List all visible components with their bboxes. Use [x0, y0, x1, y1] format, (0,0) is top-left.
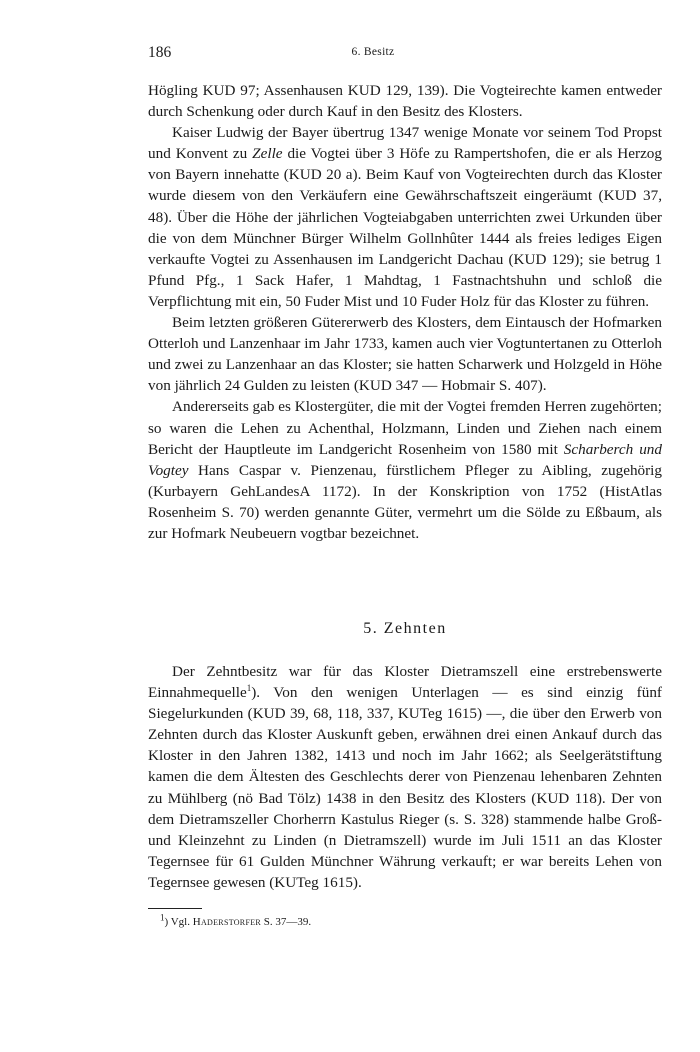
paragraph-text: Der Zehntbesitz war für das Kloster Dietramszell eine erstrebenswerte Einnahmequelle — [148, 663, 662, 702]
footnote-text: S. 37—39. — [261, 916, 312, 928]
footnote-text: ) Vgl. — [164, 916, 193, 928]
body-text — [148, 80, 662, 544]
footnote-marker: 1 — [160, 912, 165, 923]
paragraph-text: Kaiser Ludwig der Bayer übertrug 1347 wenige Monate vor seinem Tod Propst und Konvent zu — [148, 124, 662, 163]
running-head: 6. Besitz — [351, 46, 395, 58]
paragraph-1: Högling KUD 97; Assenhausen KUD 129, 139). Die Vogteirechte kamen entweder durch Schenkung oder durch Kauf in den Besitz des Klosters. — [148, 82, 662, 121]
page-number: 186 — [148, 44, 172, 61]
emphasis-text: Zelle — [252, 145, 283, 163]
section-paragraph — [148, 661, 662, 893]
paragraph-3: Beim letzten größeren Gütererwerb des Klosters, dem Eintausch der Hofmarken Otterloh und Lanzenhaar im Jahr 1733, kamen auch vier Vogtuntertanen zu Otterloh und zwei zu Lanzenhaar an das Kloster; sie hatten Scharwerk und Holzgeld in Höhe von jährlich 24 Gulden zu leisten (KUD 347 — Hobmair S. 407). — [148, 314, 662, 395]
page-header — [148, 44, 598, 64]
paragraph-text: Andererseits gab es Klostergüter, die mit der Vogtei fremden Herren zugehörten; so waren die Lehen zu Achenthal, Holzmann, Linden und Ziehen nach einem Bericht der Hauptleute im Landgericht Rosenheim von 1580 mit — [148, 398, 662, 458]
paragraph-2 — [148, 122, 662, 312]
paragraph-text: die Vogtei über 3 Höfe zu Rampertshofen, die er als Herzog von Bayern innehatte (KUD 20 a). Beim Kauf von Vogteirechten durch das Kloster wurde diesem von den Verkäufern eine Gewährschaftszeit eingeräumt (KUD 37, 48). Über die Höhe der jährlichen Vogteiabgaben unterrichten zwei Urkunden über die von dem Münchner Bürger Wilhelm Gollnhûter 1444 als freies lediges Eigen verkaufte Vogtei zu Assenhausen im Landgericht Dachau (KUD 129); sie betrug 1 Pfund Pfg., 1 Sack Hafer, 1 Mahdtag, 1 Fastnachtshuhn und schloß die Verpflichtung mit ein, 50 Fuder Mist und 10 Fuder Holz für das Kloster zu führen. — [148, 145, 662, 310]
footnote-reference: 1 — [246, 683, 252, 694]
footnote — [160, 912, 312, 928]
paragraph-text: ). Von den wenigen Unterlagen — es sind einzig fünf Siegelurkunden (KUD 39, 68, 118, 337, KUTeg 1615) —, die über den Erwerb von Zehnten durch das Kloster Auskunft geben, erwähnen drei einen Ankauf durch das Kloster in den Jahren 1382, 1413 und noch im Jahr 1662; als Seelgerätstiftung kamen die dem Ältesten des Geschlechts derer von Pienzenau lehenbaren Zehnten zu Mühlberg (nö Bad Tölz) 1438 in den Besitz des Klosters (KUD 118). Der von dem Dietramszeller Chorherrn Kastulus Rieger (s. S. 328) stammende halbe Groß- und Kleinzehnt zu Linden (n Dietramszell) wurde im Juli 1511 an das Kloster Tegernsee für 61 Gulden Münchner Währung verkauft; er war bereits Lehen von Tegernsee gewesen (KUTeg 1615). — [148, 684, 662, 891]
section-body — [148, 661, 662, 893]
section-heading: 5. Zehnten — [363, 620, 447, 637]
footnote-author: Haderstorfer — [192, 916, 262, 928]
paragraph-4 — [148, 396, 662, 544]
footnote-divider — [148, 908, 202, 909]
emphasis-text: Scharberch und Vogtey — [148, 440, 662, 479]
paragraph-text: Hans Caspar v. Pienzenau, fürstlichem Pfleger zu Aibling, zugehörig (Kurbayern GehLandesA 1172). In der Konskription von 1752 (HistAtlas Rosenheim S. 70) werden genannte Güter, vermehrt um die Sölde zu Eßbaum, als zur Hofmark Neubeuern vogtbar bezeichnet. — [148, 461, 662, 542]
